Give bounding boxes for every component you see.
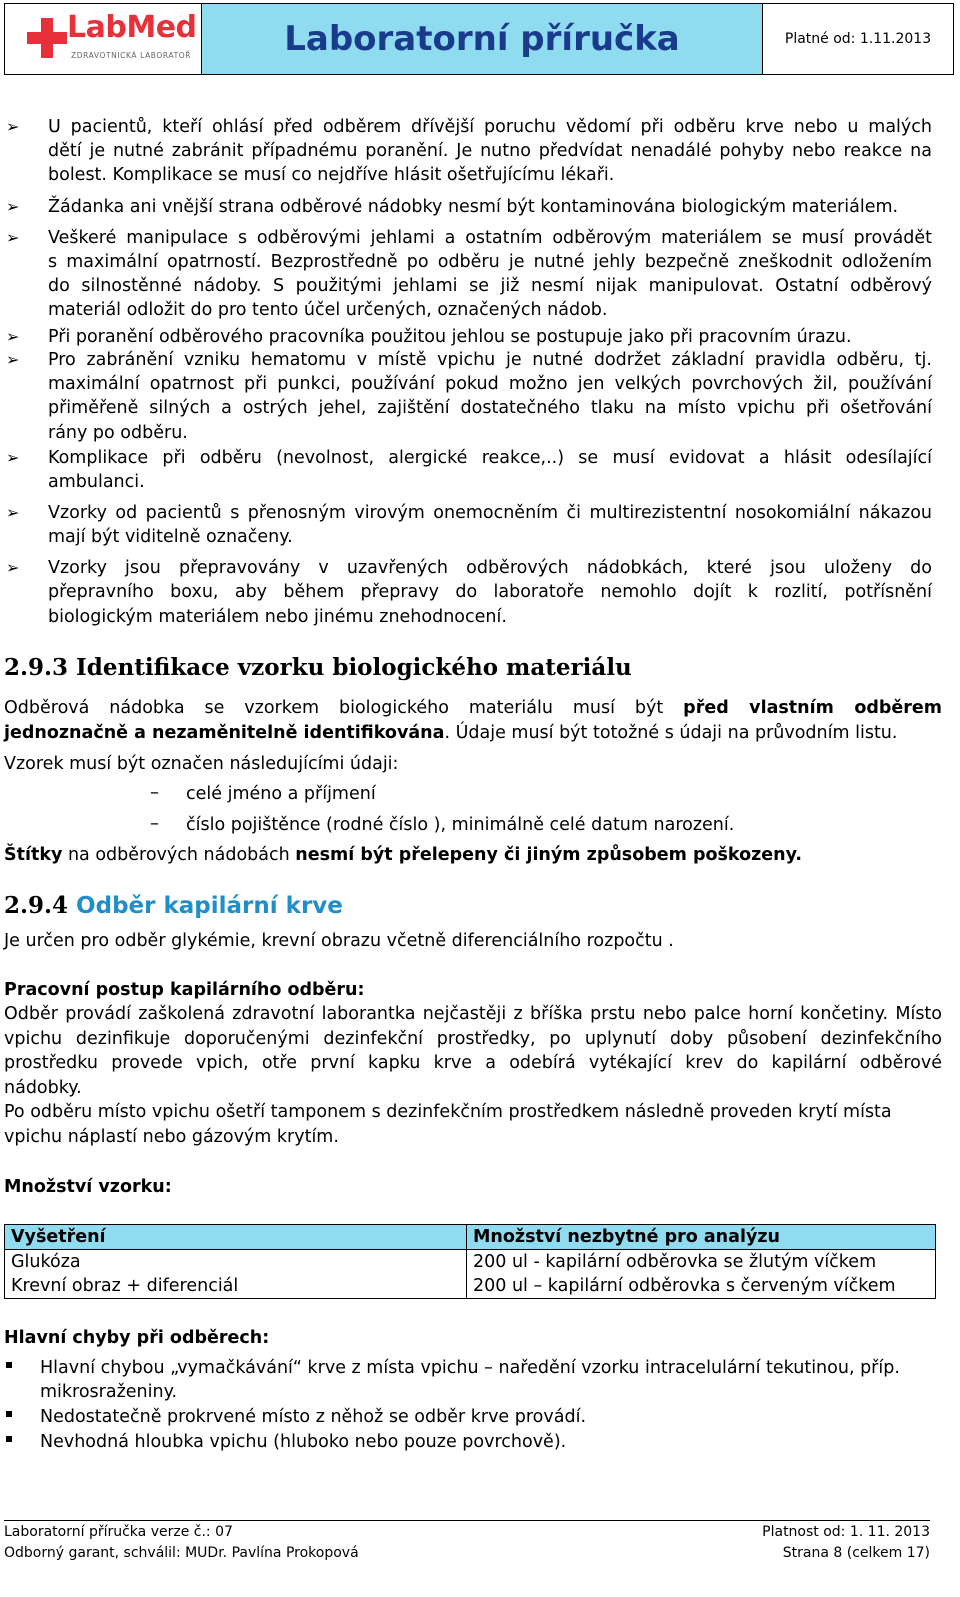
bullet-line: Vzorky jsou přepravovány v uzavřených odběrových nádobkách, které jsou uloženy do <box>48 558 932 578</box>
paragraph: Štítky na odběrových nádobách nesmí být přelepeny či jiným způsobem poškozeny. <box>4 845 803 865</box>
section-heading-294: 2.9.4 Odběr kapilární krve <box>4 892 343 919</box>
logo-subtitle: ZDRAVOTNICKÁ LABORATOŘ <box>71 51 192 60</box>
paragraph: prostředku provede vpich, otře první kapku krve a odebírá vytékající krev do kapilární odběrové <box>4 1053 942 1073</box>
arrow-bullet-icon: ➢ <box>6 327 20 346</box>
list-item: celé jméno a příjmení <box>186 784 376 804</box>
paragraph: jednoznačně a nezaměnitelně identifikována. Údaje musí být totožné s údaji na průvodním listu. <box>4 723 898 743</box>
bullet-line: Pro zabránění vzniku hematomu v místě vpichu je nutné dodržet základní pravidla odběru, tj. <box>48 350 932 370</box>
bullet-line: maximální opatrnost při punkci, používání pokud možno jen velkých povrchových žil, používání <box>48 374 932 394</box>
bullet-line: Vzorky od pacientů s přenosným virovým onemocněním či multirezistentní nosokomiální nákazou <box>48 503 932 523</box>
paragraph: nádobky. <box>4 1078 82 1098</box>
table-header-cell: Množství nezbytné pro analýzu <box>467 1225 936 1250</box>
arrow-bullet-icon: ➢ <box>6 350 20 369</box>
table-row <box>5 1250 936 1275</box>
logo-wordmark: LabMed <box>67 10 197 45</box>
subheading: Pracovní postup kapilárního odběru: <box>4 980 365 1000</box>
bullet-line: Při poranění odběrového pracovníka použitou jehlou se postupuje jako při pracovním úrazu. <box>48 327 852 347</box>
arrow-bullet-icon: ➢ <box>6 197 20 216</box>
dash-bullet: – <box>150 782 159 803</box>
paragraph: Vzorek musí být označen následujícími údaji: <box>4 754 399 774</box>
bullet-line: Žádanka ani vnější strana odběrové nádobky nesmí být kontaminována biologickým materiálem. <box>48 197 899 217</box>
bullet-line: do silnostěnné nádoby. S použitými jehlami se již nesmí nijak manipulovat. Ostatní odběrový <box>48 276 932 296</box>
table-cell: 200 ul - kapilární odběrovka se žlutým víčkem <box>467 1250 936 1275</box>
document-title: Laboratorní příručka <box>202 4 763 74</box>
paragraph: vpichu náplastí nebo gázovým krytím. <box>4 1127 339 1147</box>
list-item: Hlavní chybou „vymačkávání“ krve z místa vpichu – naředění vzorku intracelulární tekutinou, příp. <box>40 1358 900 1378</box>
dash-bullet: – <box>150 813 159 834</box>
square-bullet-icon <box>6 1411 12 1417</box>
subheading: Hlavní chyby při odběrech: <box>4 1328 270 1348</box>
bullet-line: U pacientů, kteří ohlásí před odběrem dřívější poruchu vědomí při odběru krve nebo u malých <box>48 117 932 137</box>
arrow-bullet-icon: ➢ <box>6 558 20 577</box>
footer-row-2 <box>4 1543 930 1563</box>
bullet-line: s maximální opatrností. Bezprostředně po odběru je nutné jehly bezpečně zneškodnit odložením <box>48 252 932 272</box>
bullet-line: biologickým materiálem nebo jinému znehodnocení. <box>48 607 507 627</box>
table-cell: Krevní obraz + diferenciál <box>5 1274 467 1299</box>
arrow-bullet-icon: ➢ <box>6 503 20 522</box>
square-bullet-icon <box>6 1436 12 1442</box>
footer-validity: Platnost od: 1. 11. 2013 <box>762 1524 930 1540</box>
footer-rule <box>4 1520 930 1521</box>
bullet-line: přepravního boxu, aby během přepravy do laboratoře nemohlo dojít k rozlití, potřísnění <box>48 582 932 602</box>
table-row <box>5 1274 936 1299</box>
arrow-bullet-icon: ➢ <box>6 448 20 467</box>
bullet-line: Komplikace při odběru (nevolnost, alergické reakce,..) se musí evidovat a hlásit odesílající <box>48 448 932 468</box>
bullet-line: bolest. Komplikace se musí co nejdříve hlásit ošetřujícímu lékaři. <box>48 165 615 185</box>
arrow-bullet-icon: ➢ <box>6 228 20 247</box>
table-header-row <box>5 1225 936 1250</box>
paragraph: Po odběru místo vpichu ošetří tamponem s dezinfekčním prostředkem následně proveden krytí místa <box>4 1102 892 1122</box>
bullet-line: přiměřeně silných a ostrých jehel, zajištění dostatečného tlaku na místo vpichu při ošetřování <box>48 398 932 418</box>
bullet-line: Veškeré manipulace s odběrovými jehlami a ostatním odběrovým materiálem se musí provádět <box>48 228 932 248</box>
paragraph: Odběrová nádobka se vzorkem biologického materiálu musí být před vlastním odběrem <box>4 698 942 718</box>
subheading: Množství vzorku: <box>4 1177 172 1197</box>
bullet-line: materiál odložit do pro tento účel určených, označených nádob. <box>48 300 608 320</box>
valid-from: Platné od: 1.11.2013 <box>784 31 932 47</box>
list-item: Nevhodná hloubka vpichu (hluboko nebo pouze povrchově). <box>40 1432 567 1452</box>
list-item: číslo pojištěnce (rodné číslo ), minimálně celé datum narození. <box>186 815 735 835</box>
page-header <box>4 3 954 75</box>
section-heading-293: 2.9.3 Identifikace vzorku biologického materiálu <box>4 654 632 681</box>
table-header-cell: Vyšetření <box>5 1225 467 1250</box>
bullet-line: dětí je nutné zabránit případnému poranění. Je nutno předvídat nenadálé pohyby nebo reakce na <box>48 141 932 161</box>
list-item: mikrosraženiny. <box>40 1382 178 1402</box>
footer-page-number: Strana 8 (celkem 17) <box>782 1545 930 1561</box>
paragraph: Je určen pro odběr glykémie, krevní obrazu včetně diferenciálního rozpočtu . <box>4 931 674 951</box>
sample-amount-table <box>4 1224 936 1299</box>
footer-row-1 <box>4 1522 930 1542</box>
table-cell: 200 ul – kapilární odběrovka s červeným víčkem <box>467 1274 936 1299</box>
paragraph: Odběr provádí zaškolená zdravotní laborantka nejčastěji z bříška prstu nebo palce horní končetiny. Místo <box>4 1004 942 1024</box>
paragraph: vpichu dezinfikuje doporučenými dezinfekční prostředky, po uplynutí doby působení dezinfekčního <box>4 1029 942 1049</box>
red-cross-icon <box>27 18 67 58</box>
arrow-bullet-icon: ➢ <box>6 117 20 136</box>
footer-version: Laboratorní příručka verze č.: 07 <box>4 1524 233 1540</box>
table-cell: Glukóza <box>5 1250 467 1275</box>
footer-guarantor: Odborný garant, schválil: MUDr. Pavlína Prokopová <box>4 1545 359 1561</box>
square-bullet-icon <box>6 1362 12 1368</box>
list-item: Nedostatečně prokrvené místo z něhož se odběr krve provádí. <box>40 1407 587 1427</box>
bullet-line: mají být viditelně označeny. <box>48 527 293 547</box>
labmed-logo <box>5 4 202 74</box>
bullet-line: rány po odběru. <box>48 423 188 443</box>
bullet-line: ambulanci. <box>48 472 145 492</box>
